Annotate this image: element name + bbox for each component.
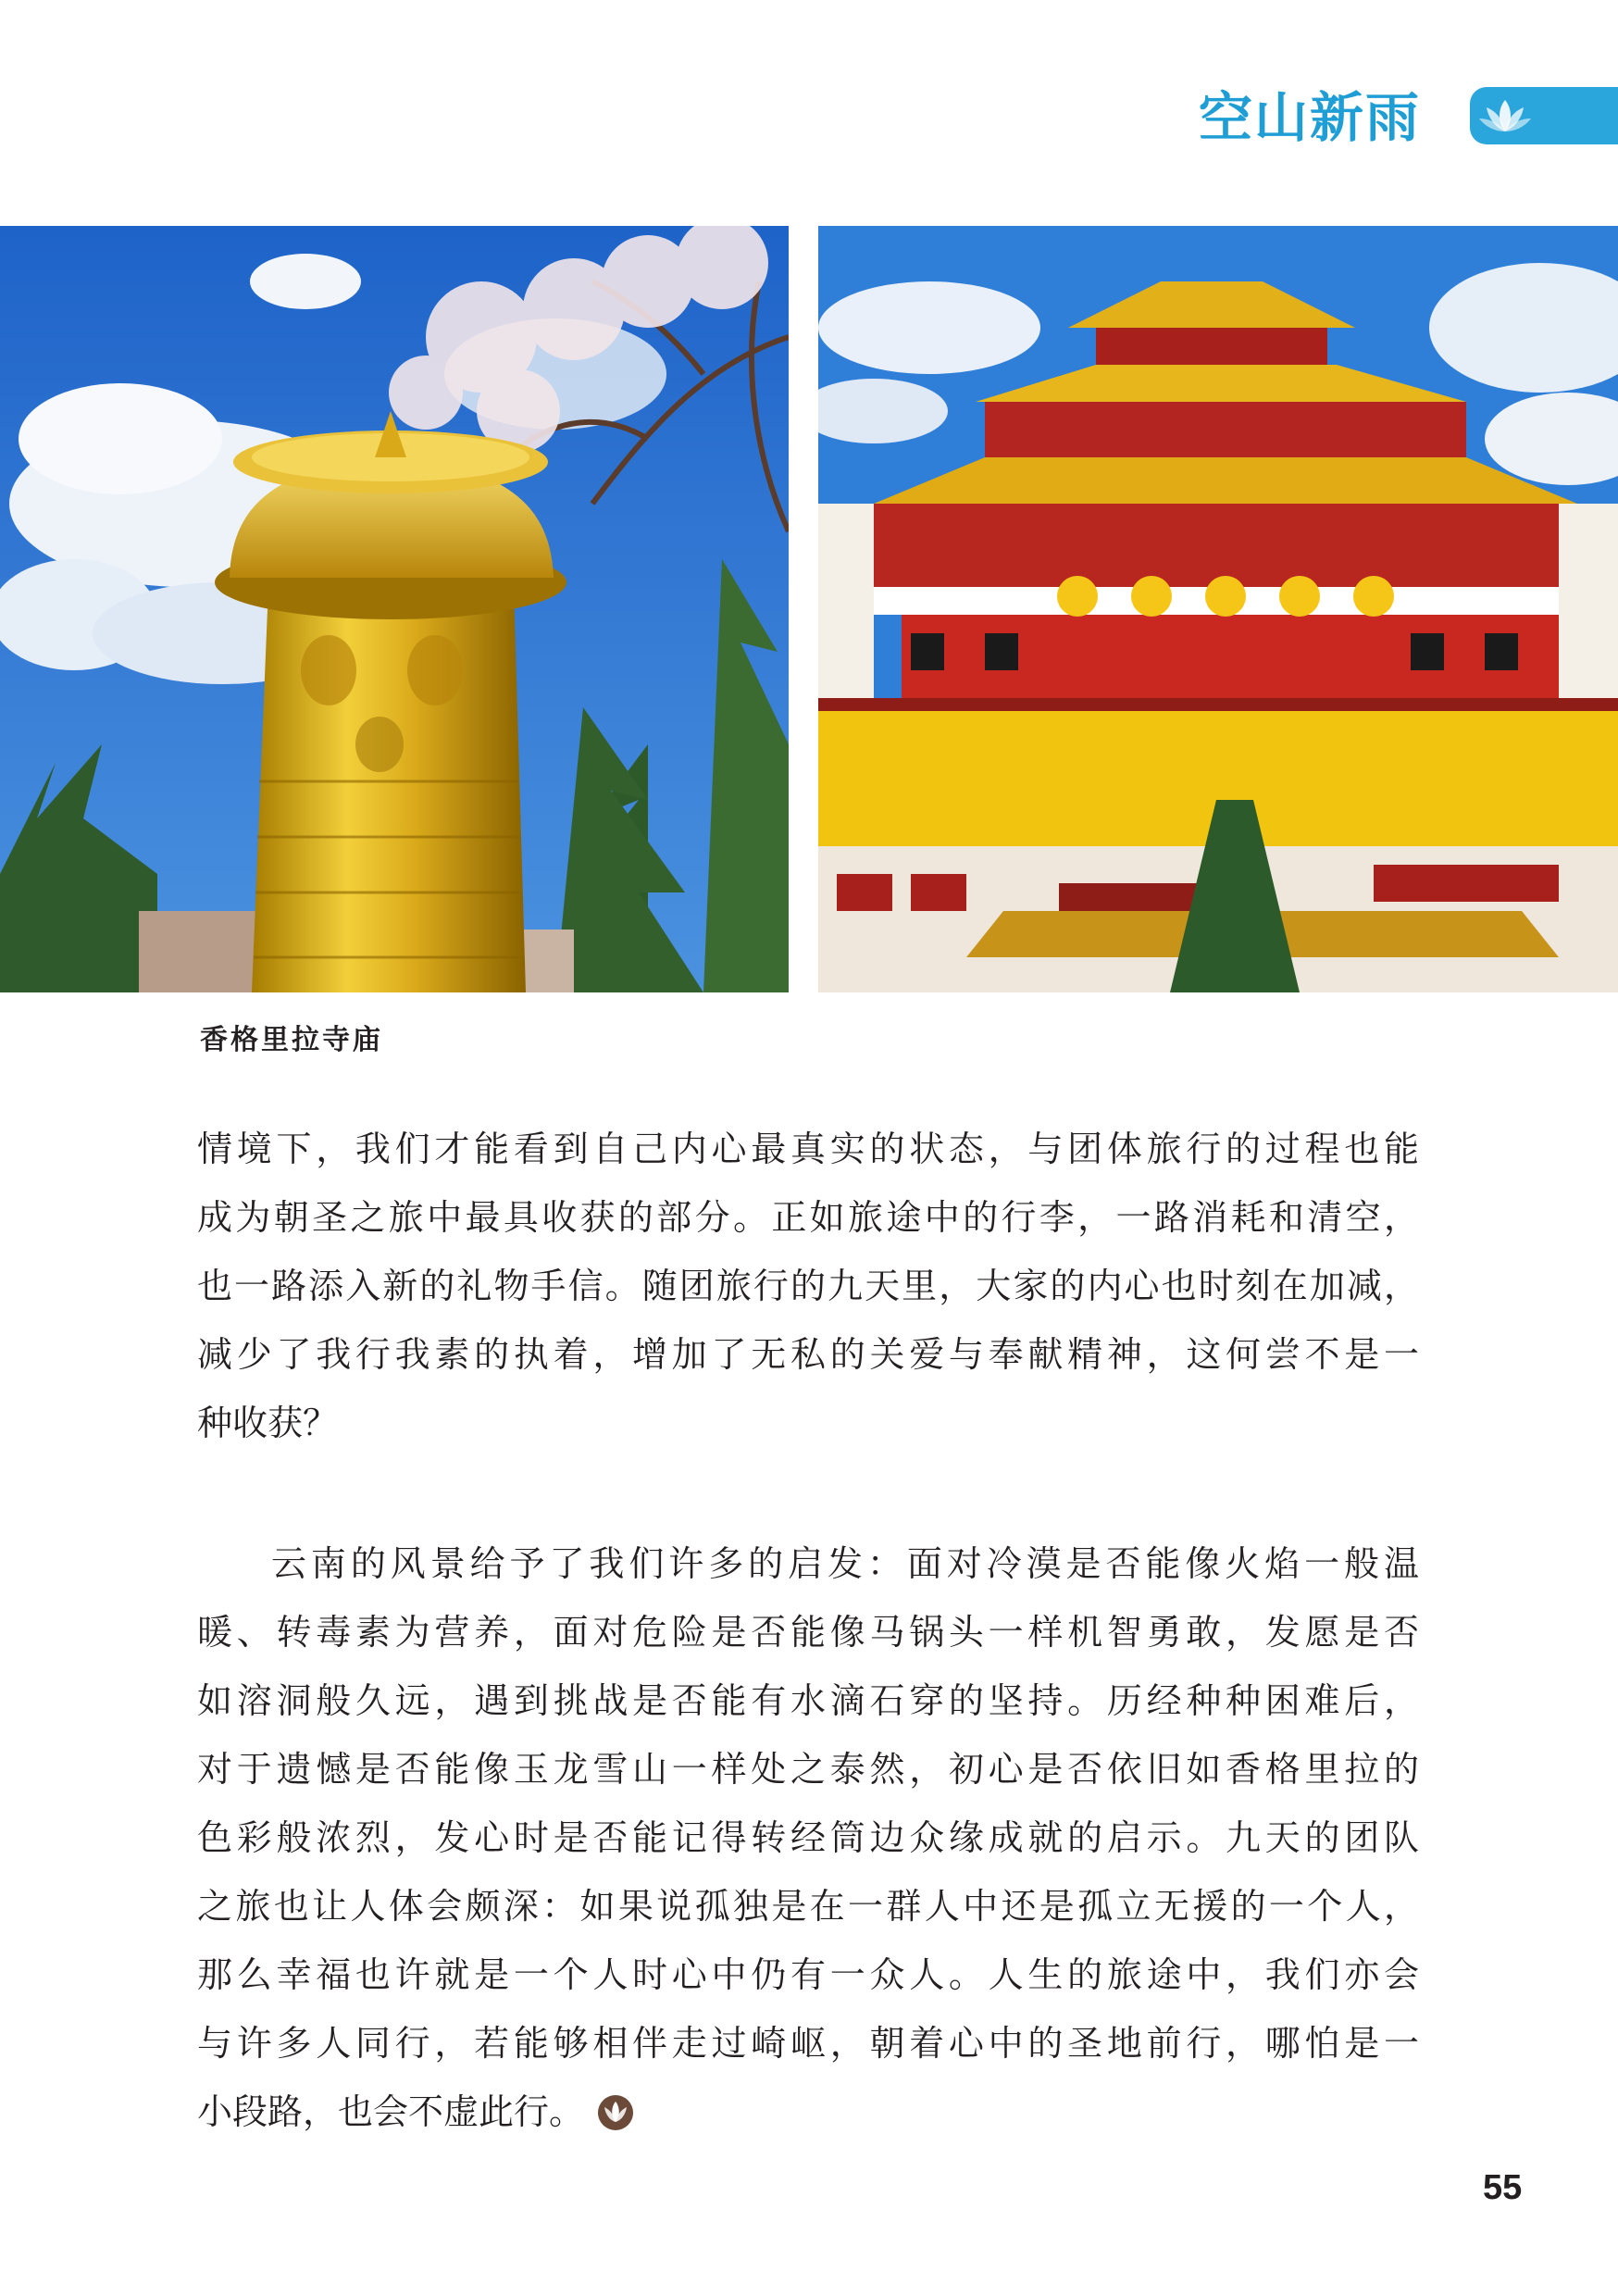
monastery-photo xyxy=(818,226,1618,992)
text-line: 减少了我行我素的执着，增加了无私的关爱与奉献精神，这何尝不是一 xyxy=(197,1334,1419,1375)
text-line: 暖、转毒素为营养，面对危险是否能像马锅头一样机智勇敢，发愿是否 xyxy=(197,1612,1419,1653)
final-text-line xyxy=(197,2078,1419,2146)
page-number: 55 xyxy=(1483,2168,1523,2207)
text-line: 云南的风景给予了我们许多的启发：面对冷漠是否能像火焰一般温 xyxy=(271,1543,1419,1584)
text-line: 与许多人同行，若能够相伴走过崎岖，朝着心中的圣地前行，哪怕是一 xyxy=(197,2023,1419,2064)
prayer-wheel-photo xyxy=(0,226,789,992)
text-line: 成为朝圣之旅中最具收获的部分。正如旅途中的行李，一路消耗和清空， xyxy=(197,1197,1419,1238)
text-line: 之旅也让人体会颇深：如果说孤独是在一群人中还是孤立无援的一个人， xyxy=(197,1886,1419,1927)
paragraph-1 xyxy=(197,1115,1419,1457)
text-line: 也一路添入新的礼物手信。随团旅行的九天里，大家的内心也时刻在加减， xyxy=(197,1266,1419,1306)
text-line-content: 小段路，也会不虚此行。 xyxy=(197,2091,585,2132)
paragraph-2 xyxy=(197,1529,1419,2146)
magazine-section-title: 空山新雨 xyxy=(1199,86,1422,149)
photo-caption: 香格里拉寺庙 xyxy=(200,1024,383,1056)
lotus-end-mark-icon xyxy=(597,2094,634,2131)
text-line: 色彩般浓烈，发心时是否能记得转经筒边众缘成就的启示。九天的团队 xyxy=(197,1817,1419,1858)
text-line: 那么幸福也许就是一个人时心中仍有一众人。人生的旅途中，我们亦会 xyxy=(197,1954,1419,1995)
text-line: 对于遗憾是否能像玉龙雪山一样处之泰然，初心是否依旧如香格里拉的 xyxy=(197,1749,1419,1790)
lotus-icon xyxy=(1477,94,1533,137)
header-accent-bar xyxy=(1470,87,1618,144)
text-line: 种收获？ xyxy=(197,1403,339,1443)
text-line: 如溶洞般久远，遇到挑战是否能有水滴石穿的坚持。历经种种困难后， xyxy=(197,1680,1419,1721)
text-line: 情境下，我们才能看到自己内心最真实的状态，与团体旅行的过程也能 xyxy=(197,1129,1419,1169)
